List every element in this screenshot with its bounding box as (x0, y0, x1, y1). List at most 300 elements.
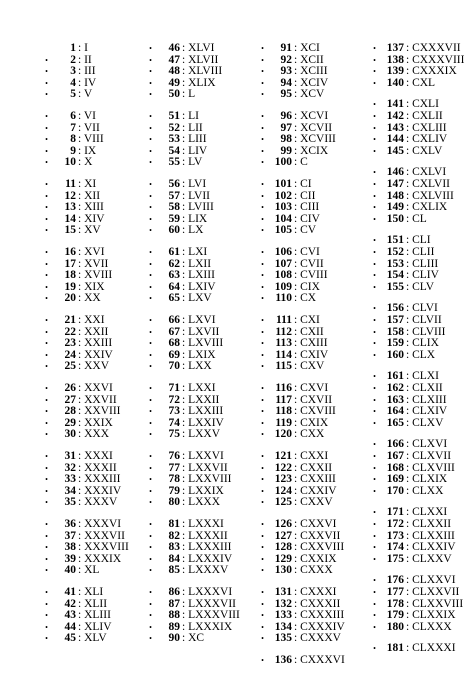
roman-numeral: : XXI (78, 314, 105, 327)
roman-numeral: : XCIII (294, 65, 328, 78)
arabic-number: 180 (386, 620, 404, 633)
arabic-number: 112 (275, 325, 292, 338)
bullet-icon: • (261, 146, 264, 156)
bullet-icon: • (149, 498, 152, 508)
bullet-icon: • (149, 271, 152, 281)
arabic-number: 41 (64, 586, 76, 598)
arabic-number: 96 (280, 110, 292, 122)
roman-numeral: : XXV (78, 360, 109, 373)
arabic-number: 43 (64, 609, 76, 622)
numeral-entry (42, 428, 160, 441)
arabic-number: 160 (386, 348, 404, 361)
arabic-number: 98 (280, 133, 292, 146)
bullet-icon: • (261, 316, 264, 325)
numeral-entry (258, 428, 376, 441)
bullet-icon: • (149, 135, 152, 145)
roman-numeral: : XXIV (78, 349, 113, 362)
arabic-number: 167 (386, 450, 404, 462)
arabic-number: 133 (274, 609, 292, 622)
bullet-icon: • (45, 384, 48, 393)
roman-numeral: : CXXVIII (294, 541, 344, 554)
roman-numeral: : CLXXVIII (406, 598, 463, 611)
arabic-number: 139 (386, 65, 404, 78)
bullet-icon: • (261, 486, 264, 496)
bullet-icon: • (261, 475, 264, 485)
arabic-number: 162 (386, 382, 404, 394)
roman-numeral: : LXV (182, 292, 212, 305)
roman-numeral: : CXXIX (294, 553, 337, 566)
roman-numeral: : XIX (78, 281, 105, 294)
arabic-number: 23 (64, 337, 76, 350)
roman-numeral: : CIII (294, 201, 319, 214)
roman-numeral: : LXIX (182, 349, 216, 362)
numeral-entry (258, 564, 376, 577)
arabic-number: 42 (64, 597, 76, 610)
roman-numeral: : CLXVI (406, 438, 447, 451)
roman-numeral: : LXXIII (182, 405, 223, 418)
arabic-number: 7 (70, 121, 76, 134)
roman-numeral: : XLII (78, 598, 107, 611)
arabic-number: 138 (386, 53, 404, 66)
arabic-number: 73 (168, 405, 180, 418)
bullet-icon: • (149, 112, 152, 121)
roman-numeral: : XVIII (78, 269, 112, 282)
roman-numeral: : XXXIX (78, 553, 121, 566)
bullet-icon: • (373, 372, 376, 382)
roman-numeral: : LI (182, 110, 199, 123)
numeral-entry (370, 553, 474, 566)
roman-numeral: : XI (78, 178, 96, 191)
arabic-number: 115 (275, 360, 292, 373)
bullet-icon: • (261, 271, 264, 281)
arabic-number: 4 (70, 76, 76, 89)
arabic-number: 92 (280, 53, 292, 66)
arabic-number: 178 (386, 597, 404, 610)
roman-numeral: : LXXXIV (182, 553, 232, 566)
arabic-number: 18 (64, 269, 76, 282)
bullet-icon: • (261, 44, 264, 53)
bullet-icon: • (373, 100, 376, 110)
bullet-icon: • (261, 135, 264, 145)
roman-numeral: : CXL (406, 77, 435, 90)
numeral-entry (258, 224, 376, 237)
bullet-icon: • (373, 508, 376, 518)
roman-numeral: : CLVIII (406, 326, 446, 339)
roman-numeral: : XX (78, 292, 101, 305)
arabic-number: 137 (386, 42, 404, 54)
bullet-icon: • (45, 339, 48, 349)
bullet-icon: • (373, 384, 376, 393)
bullet-icon: • (373, 259, 376, 269)
arabic-number: 46 (168, 42, 180, 54)
arabic-number: 75 (168, 428, 180, 441)
roman-numeral: : XLVIII (182, 65, 222, 78)
roman-numeral: : XC (182, 632, 204, 645)
bullet-icon: • (45, 498, 48, 508)
bullet-icon: • (261, 452, 264, 461)
arabic-number: 116 (275, 382, 292, 394)
arabic-number: 168 (386, 461, 404, 474)
arabic-number: 153 (386, 257, 404, 270)
roman-numeral: : CIX (294, 281, 320, 294)
bullet-icon: • (45, 486, 48, 496)
bullet-icon: • (45, 294, 48, 304)
bullet-icon: • (373, 67, 376, 77)
bullet-icon: • (261, 226, 264, 236)
bullet-icon: • (149, 599, 152, 609)
bullet-icon: • (45, 634, 48, 644)
bullet-icon: • (45, 543, 48, 553)
roman-numeral: : CLIX (406, 337, 439, 350)
bullet-icon: • (261, 543, 264, 553)
arabic-number: 154 (386, 269, 404, 282)
roman-numeral: : CLXXI (406, 506, 447, 519)
roman-numeral: : CLXIII (406, 394, 447, 407)
bullet-icon: • (261, 395, 264, 405)
arabic-number: 21 (64, 314, 76, 326)
arabic-number: 70 (168, 360, 180, 373)
bullet-icon: • (261, 294, 264, 304)
roman-numeral: : CXXII (294, 462, 332, 475)
bullet-icon: • (261, 622, 264, 632)
arabic-number: 107 (274, 257, 292, 270)
numeral-entry (258, 88, 376, 101)
bullet-icon: • (45, 248, 48, 257)
arabic-number: 5 (70, 88, 76, 101)
bullet-icon: • (149, 294, 152, 304)
bullet-icon: • (373, 486, 376, 496)
arabic-number: 93 (280, 65, 292, 78)
bullet-icon: • (373, 55, 376, 65)
bullet-icon: • (45, 395, 48, 405)
bullet-icon: • (149, 486, 152, 496)
roman-numeral: : CIV (294, 213, 320, 226)
numeral-entry (258, 654, 376, 667)
bullet-icon: • (373, 440, 376, 450)
bullet-icon: • (45, 622, 48, 632)
arabic-number: 106 (274, 246, 292, 258)
roman-numeral: : XXVI (78, 382, 113, 395)
arabic-number: 121 (274, 450, 292, 462)
arabic-number: 82 (168, 529, 180, 542)
bullet-icon: • (261, 566, 264, 576)
arabic-number: 119 (275, 416, 292, 429)
bullet-icon: • (45, 90, 48, 100)
bullet-icon: • (373, 622, 376, 632)
numeral-entry (42, 564, 160, 577)
roman-numeral: : CXI (294, 314, 320, 327)
roman-numeral: : I (78, 42, 88, 55)
bullet-icon: • (261, 339, 264, 349)
column-2 (146, 0, 264, 678)
roman-numeral: : XCV (294, 88, 324, 101)
arabic-number: 150 (386, 212, 404, 225)
arabic-number: 1 (70, 42, 76, 54)
bullet-icon: • (261, 350, 264, 360)
roman-numeral: : CXLVI (406, 166, 446, 179)
bullet-icon: • (45, 123, 48, 133)
roman-numeral: : XV (78, 224, 101, 237)
bullet-icon: • (149, 55, 152, 65)
roman-numeral: : XCVII (294, 122, 332, 135)
arabic-number: 136 (274, 654, 292, 666)
roman-numeral: : CXXXV (294, 632, 341, 645)
numeral-entry (146, 496, 264, 509)
arabic-number: 175 (386, 552, 404, 565)
bullet-icon: • (261, 90, 264, 100)
bullet-icon: • (261, 123, 264, 133)
arabic-number: 69 (168, 348, 180, 361)
bullet-icon: • (261, 418, 264, 428)
numeral-entry (370, 213, 474, 226)
arabic-number: 25 (64, 360, 76, 373)
arabic-number: 19 (64, 280, 76, 293)
arabic-number: 34 (64, 484, 76, 497)
arabic-number: 47 (168, 53, 180, 66)
roman-numeral: : XXXIV (78, 485, 121, 498)
roman-numeral: : CVII (294, 258, 324, 271)
roman-numeral: : VI (78, 110, 96, 123)
bullet-icon: • (261, 588, 264, 597)
bullet-icon: • (261, 191, 264, 201)
arabic-number: 164 (386, 405, 404, 418)
arabic-number: 84 (168, 552, 180, 565)
arabic-number: 114 (275, 348, 292, 361)
roman-numeral: : CXII (294, 326, 324, 339)
arabic-number: 13 (64, 201, 76, 214)
arabic-number: 64 (168, 280, 180, 293)
bullet-icon: • (373, 214, 376, 224)
arabic-number: 35 (64, 496, 76, 509)
arabic-number: 15 (64, 224, 76, 237)
roman-numeral: : XIV (78, 213, 105, 226)
roman-numeral: : XIII (78, 201, 104, 214)
bullet-icon: • (261, 78, 264, 88)
arabic-number: 72 (168, 393, 180, 406)
roman-numeral: : VII (78, 122, 100, 135)
bullet-icon: • (149, 384, 152, 393)
roman-numeral: : IX (78, 145, 96, 158)
roman-numeral: : CLVI (406, 302, 438, 315)
roman-numeral: : LV (182, 156, 202, 169)
numeral-entry (146, 156, 264, 169)
roman-numeral: : LXXVIII (182, 473, 232, 486)
roman-numeral: : CLXII (406, 382, 443, 395)
arabic-number: 103 (274, 201, 292, 214)
arabic-number: 79 (168, 484, 180, 497)
roman-numeral: : XXXV (78, 496, 117, 509)
arabic-number: 157 (386, 314, 404, 326)
arabic-number: 181 (386, 642, 404, 655)
roman-numeral: : CLXXIII (406, 530, 455, 543)
roman-numeral: : XLIV (78, 621, 112, 634)
arabic-number: 125 (274, 496, 292, 509)
bullet-icon: • (261, 554, 264, 564)
roman-numeral: : XXVII (78, 394, 117, 407)
roman-numeral: : LXXXIX (182, 621, 232, 634)
roman-numeral: : V (78, 88, 92, 101)
bullet-icon: • (261, 282, 264, 292)
roman-numeral: : LXXXVI (182, 586, 232, 599)
bullet-icon: • (373, 475, 376, 485)
arabic-number: 145 (386, 144, 404, 157)
roman-numeral: : XLI (78, 586, 103, 599)
roman-numeral: : CXIV (294, 349, 328, 362)
numeral-entry (258, 496, 376, 509)
roman-numeral: : CXXXIV (294, 621, 345, 634)
bullet-icon: • (373, 271, 376, 281)
bullet-icon: • (149, 611, 152, 621)
roman-numeral: : XL (78, 564, 99, 577)
arabic-number: 77 (168, 461, 180, 474)
arabic-number: 101 (274, 178, 292, 190)
roman-numeral: : LIV (182, 145, 207, 158)
arabic-number: 109 (274, 280, 292, 293)
bullet-icon: • (149, 203, 152, 213)
bullet-icon: • (149, 123, 152, 133)
roman-numeral: : CXXV (294, 496, 333, 509)
roman-numeral: : CLXXIV (406, 541, 456, 554)
roman-numeral: : CXXXVII (406, 42, 461, 55)
bullet-icon: • (261, 112, 264, 121)
roman-numeral: : LXXI (182, 382, 216, 395)
roman-numeral: : LXIII (182, 269, 215, 282)
bullet-icon: • (45, 611, 48, 621)
roman-numeral: : II (78, 54, 92, 67)
arabic-number: 155 (386, 280, 404, 293)
roman-numeral: : C (294, 156, 308, 169)
numeral-entry (258, 292, 376, 305)
roman-numeral: : LXXXVIII (182, 609, 240, 622)
bullet-icon: • (373, 395, 376, 405)
arabic-number: 51 (168, 110, 180, 122)
bullet-icon: • (149, 531, 152, 541)
arabic-number: 49 (168, 76, 180, 89)
bullet-icon: • (45, 135, 48, 145)
roman-numeral: : CL (406, 213, 427, 226)
arabic-number: 149 (386, 201, 404, 214)
arabic-number: 163 (386, 393, 404, 406)
bullet-icon: • (45, 146, 48, 156)
arabic-number: 16 (64, 246, 76, 258)
roman-numeral: : CLXXXI (406, 642, 456, 655)
arabic-number: 111 (276, 314, 292, 326)
roman-numeral: : CLV (406, 281, 434, 294)
arabic-number: 24 (64, 348, 76, 361)
arabic-number: 144 (386, 133, 404, 146)
bullet-icon: • (373, 180, 376, 189)
arabic-number: 10 (64, 156, 76, 169)
bullet-icon: • (261, 634, 264, 644)
arabic-number: 129 (274, 552, 292, 565)
roman-numeral: : XCIX (294, 145, 328, 158)
roman-numeral: : CLXXVI (406, 574, 456, 587)
arabic-number: 100 (274, 156, 292, 169)
bullet-icon: • (373, 123, 376, 133)
arabic-number: 58 (168, 201, 180, 214)
roman-numeral: : CXLII (406, 110, 443, 123)
roman-numeral: : LXXVI (182, 450, 224, 463)
arabic-number: 60 (168, 224, 180, 237)
bullet-icon: • (373, 644, 376, 654)
roman-numeral: : CI (294, 178, 312, 191)
bullet-icon: • (373, 611, 376, 621)
arabic-number: 170 (386, 484, 404, 497)
bullet-icon: • (261, 362, 264, 372)
bullet-icon: • (45, 520, 48, 529)
arabic-number: 83 (168, 541, 180, 554)
arabic-number: 9 (70, 144, 76, 157)
arabic-number: 40 (64, 564, 76, 577)
arabic-number: 81 (168, 518, 180, 530)
roman-numeral: : LIII (182, 133, 207, 146)
arabic-number: 56 (168, 178, 180, 190)
bullet-icon: • (261, 203, 264, 213)
bullet-icon: • (373, 531, 376, 541)
bullet-icon: • (373, 304, 376, 314)
roman-numeral: : LXXII (182, 394, 219, 407)
roman-numeral: : CXVI (294, 382, 328, 395)
arabic-number: 36 (64, 518, 76, 530)
bullet-icon: • (373, 248, 376, 257)
arabic-number: 151 (386, 234, 404, 247)
arabic-number: 143 (386, 121, 404, 134)
roman-numeral: : CXLIII (406, 122, 447, 135)
arabic-number: 173 (386, 529, 404, 542)
arabic-number: 63 (168, 269, 180, 282)
arabic-number: 67 (168, 325, 180, 338)
numeral-entry (146, 224, 264, 237)
bullet-icon: • (149, 588, 152, 597)
roman-numeral: : CLIV (406, 269, 439, 282)
bullet-icon: • (45, 350, 48, 360)
roman-numeral: : XXVIII (78, 405, 120, 418)
arabic-number: 165 (386, 416, 404, 429)
numeral-entry (370, 485, 474, 498)
roman-numeral: : CXXIV (294, 485, 337, 498)
arabic-number: 20 (64, 292, 76, 305)
bullet-icon: • (149, 407, 152, 417)
bullet-icon: • (149, 316, 152, 325)
arabic-number: 74 (168, 416, 180, 429)
numeral-entry (146, 564, 264, 577)
bullet-icon: • (149, 554, 152, 564)
bullet-icon: • (261, 327, 264, 337)
arabic-number: 102 (274, 189, 292, 202)
roman-numeral: : LXIV (182, 281, 216, 294)
bullet-icon: • (45, 430, 48, 440)
roman-numeral: : CLX (406, 349, 435, 362)
bullet-icon: • (373, 576, 376, 586)
roman-numeral: : CXXXVI (294, 654, 345, 667)
roman-numeral: : CVI (294, 246, 320, 259)
bullet-icon: • (261, 259, 264, 269)
roman-numeral: : CX (294, 292, 316, 305)
arabic-number: 62 (168, 257, 180, 270)
bullet-icon: • (45, 67, 48, 77)
roman-numeral: : LXII (182, 258, 211, 271)
bullet-icon: • (45, 588, 48, 597)
arabic-number: 99 (280, 144, 292, 157)
arabic-number: 113 (275, 337, 292, 350)
roman-numeral: : CLXVII (406, 450, 451, 463)
arabic-number: 37 (64, 529, 76, 542)
bullet-icon: • (373, 599, 376, 609)
roman-numeral: : III (78, 65, 96, 78)
arabic-number: 12 (64, 189, 76, 202)
roman-numeral: : CXLV (406, 145, 442, 158)
bullet-icon: • (149, 520, 152, 529)
